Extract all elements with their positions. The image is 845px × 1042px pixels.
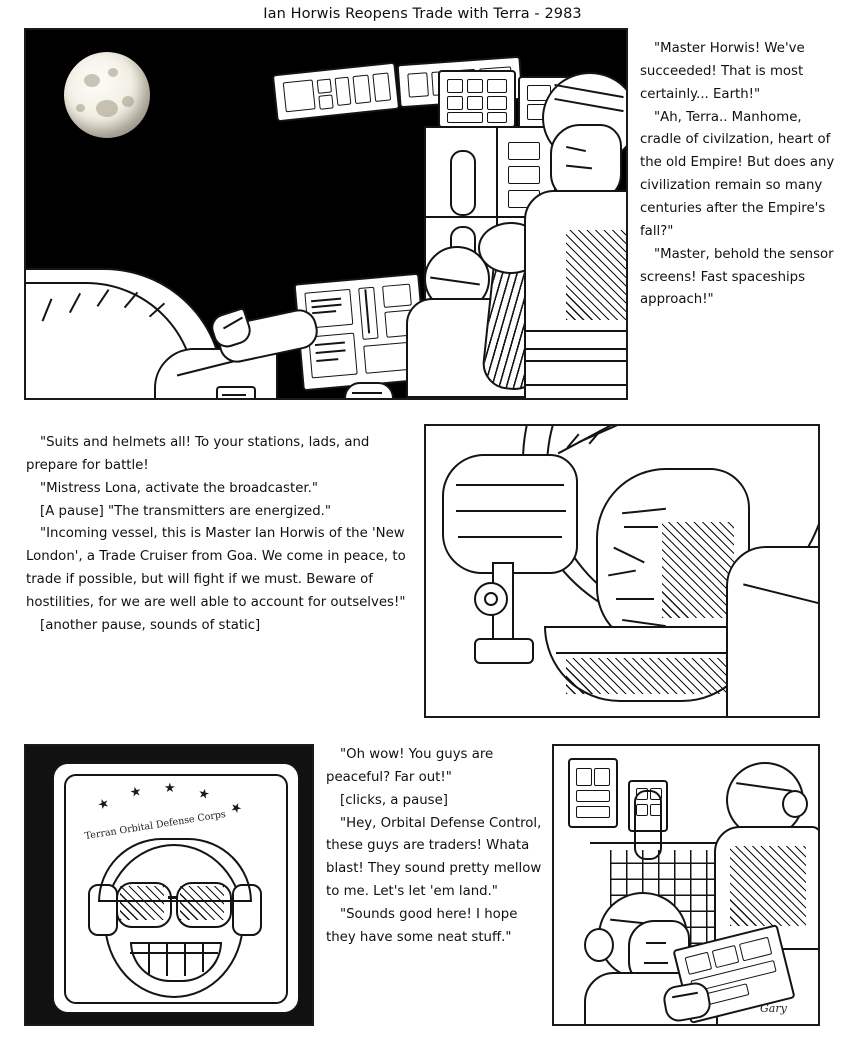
eye-line (624, 526, 658, 528)
cockpit-approach-panel (24, 28, 628, 400)
dialogue-line: "Incoming vessel, this is Master Ian Horwis of the 'New London', a Trade Cruiser from Goa. We come in peace, to trade if possible, but will fight if we must. Beware of hostilities, for we are well able to account for outselves!" (26, 526, 406, 611)
overhead-console-left[interactable] (272, 62, 400, 123)
dialogue-line: "Mistress Lona, activate the broadcaster." (40, 480, 318, 496)
dialogue-column-center-bottom (326, 744, 544, 950)
badge-star: ★ (227, 799, 245, 818)
badge-star: ★ (128, 783, 144, 802)
keypad-top-a[interactable] (438, 70, 516, 128)
crew-a-earpiece (584, 928, 614, 962)
canister (216, 386, 256, 400)
dialogue-line: [clicks, a pause] (340, 792, 448, 808)
bridge-crew-panel (552, 744, 820, 1026)
dialogue-line: "Suits and helmets all! To your stations, lads, and prepare for battle! (26, 435, 370, 473)
badge-star: ★ (196, 785, 212, 804)
artist-signature: Gary (760, 1002, 787, 1015)
lever-base (474, 638, 534, 664)
handle-upper[interactable] (450, 150, 476, 216)
gloved-hand (442, 454, 578, 574)
badge-star: ★ (95, 795, 113, 814)
helmet-closeup-panel (424, 424, 820, 718)
page-title: Ian Horwis Reopens Trade with Terra - 2983 (263, 6, 582, 22)
badge-title: Terran Orbital Defense Corps (84, 808, 227, 843)
badge-star: ★ (164, 781, 176, 796)
dialogue-line: "Hey, Orbital Defense Control, these guys are traders! Whata blast! They sound pretty mellow to me. Let's let 'em land." (326, 815, 542, 900)
dialogue-line: [A pause] "The transmitters are energized." (40, 503, 332, 519)
bulkhead-handle[interactable] (634, 790, 662, 860)
dialogue-column-right-top (640, 38, 836, 312)
dialogue-line: "Oh wow! You guys are peaceful? Far out!" (326, 747, 494, 785)
mouth-line (616, 598, 654, 600)
crewman-hand (344, 382, 394, 400)
dialogue-line: "Master, behold the sensor screens! Fast spaceships approach!" (640, 246, 834, 308)
defense-corps-operator-panel (24, 744, 314, 1026)
dialogue-line: "Master Horwis! We've succeeded! That is most certainly... Earth!" (640, 41, 805, 102)
moon-graphic (64, 52, 150, 138)
dialogue-line: "Sounds good here! I hope they have some neat stuff." (326, 907, 518, 945)
shoulder-right (726, 546, 820, 718)
lever-pivot-bolt (484, 592, 498, 606)
dialogue-column-left-middle (26, 432, 412, 638)
dialogue-line: [another pause, sounds of static] (40, 617, 261, 633)
officer-belt (524, 360, 628, 386)
dialogue-line: "Ah, Terra.. Manhome, cradle of civilzation, heart of the old Empire! But does any civilization remain so many centuries after the Empire's fall?" (640, 109, 835, 239)
wall-readout[interactable] (568, 758, 618, 828)
crew-b-earpiece (782, 790, 808, 818)
